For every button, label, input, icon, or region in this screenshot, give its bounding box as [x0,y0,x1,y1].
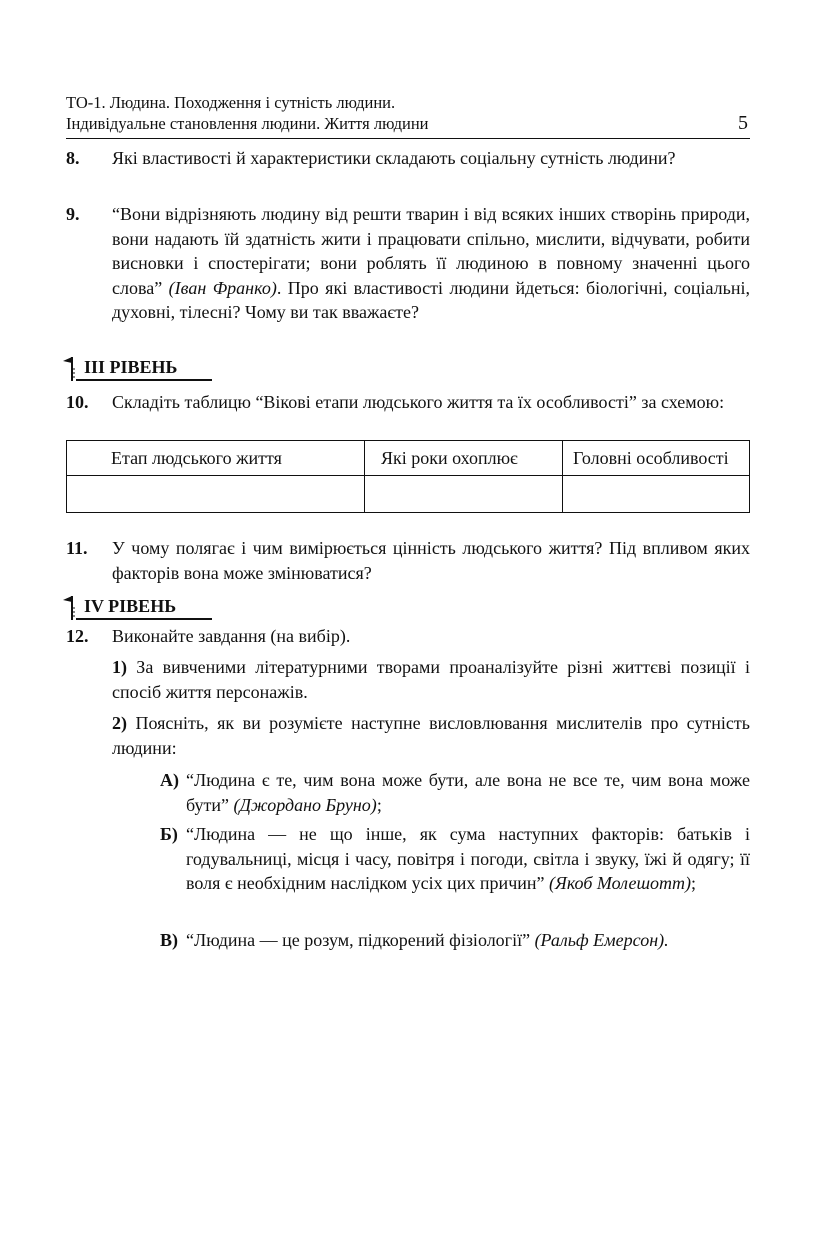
flag-icon [62,594,76,620]
option-author: (Якоб Молешотт) [544,873,692,893]
level-label: III РІВЕНЬ [84,357,178,377]
option-author: (Джордано Бруно) [228,794,377,815]
table-header-cell: Етап людського життя [67,441,365,476]
option-author: (Ральф Емерсон). [530,930,669,950]
question-number: 10. [66,392,89,412]
option-end: ; [691,873,697,893]
level-label: IV РІВЕНЬ [84,596,177,616]
question-12 [66,624,750,649]
option-text [186,822,750,896]
question-11 [66,536,750,585]
option-v [160,928,750,953]
table-header-cell: Головні особливості [563,441,750,476]
table-header-cell: Які роки охоплює [365,441,563,476]
subtask-number: 2) [112,713,127,733]
header-line-2: Індивідуальне становлення людини. Життя людини [66,114,429,133]
level-4-heading [62,594,222,620]
flag-icon [62,355,76,381]
option-text [186,768,750,817]
subtask-2 [112,711,750,760]
subtask-number: 1) [112,657,127,677]
running-header [66,91,750,139]
page-number: 5 [738,112,748,134]
question-9 [66,202,750,325]
question-text: Виконайте завдання (на вибір). [112,626,351,646]
option-quote: “Людина — не що інше, як сума наступних факторів: батьків і годувальниці, місця і часу, повітря і погоди, світла і звуку, їжі й одягу; її воля є необхідним наслідком усіх цих причин” [186,824,750,893]
level-underline [76,379,212,381]
question-8 [66,146,750,171]
table-cell [365,476,563,513]
level-3-heading [62,355,222,381]
level-underline [76,618,212,620]
option-text [186,928,750,953]
question-text: Складіть таблицю “Вікові етапи людського життя та їх особливості” за схемою: [112,392,725,412]
option-letter: А) [160,770,179,790]
option-quote: “Людина є те, чим вона може бути, але вона не все те, чим вона може бути” [186,770,750,815]
subtask-1 [112,655,750,704]
question-number: 9. [66,204,80,224]
table-row [67,476,750,513]
question-10 [66,390,750,415]
question-number: 11. [66,538,88,558]
question-text: Які властивості й характеристики складають соціальну сутність людини? [112,148,676,168]
quote-text: “Вони відрізняють людину від решти тварин і від всяких інших створінь природи, вони надають їй здатність жити і працювати спільно, мислити, відчувати, робити висновки і спостерігати; вони роблять її людиною в повному значенні цього слова” [112,204,750,298]
header-line-1: ТО-1. Людина. Походження і сутність людини. [66,93,396,112]
option-letter: В) [160,930,178,950]
option-a [160,768,750,817]
option-b [160,822,750,896]
quote-author: (Іван Франко) [168,277,277,298]
subtask-text: Поясніть, як ви розумієте наступне висловлювання мислителів про сутність людини: [112,713,750,758]
table-header-row [67,441,750,476]
option-end: ; [376,794,382,815]
question-number: 12. [66,626,89,646]
option-quote: “Людина — це розум, підкорений фізіології” [186,930,531,950]
question-number: 8. [66,148,80,168]
question-text: У чому полягає і чим вимірюється цінність людського життя? Під впливом яких факторів вона може змінюватися? [112,538,750,583]
option-letter: Б) [160,824,178,844]
question-text [112,202,750,325]
question-continuation: . Про які властивості людини йдеться: біологічні, соціальні, духовні, тілесні? Чому ви так вважаєте? [112,277,750,322]
subtask-text: За вивченими літературними творами проаналізуйте різні життєві позиції і спосіб життя персонажів. [112,657,750,702]
schema-table [66,440,750,513]
table-cell [563,476,750,513]
table-cell [67,476,365,513]
